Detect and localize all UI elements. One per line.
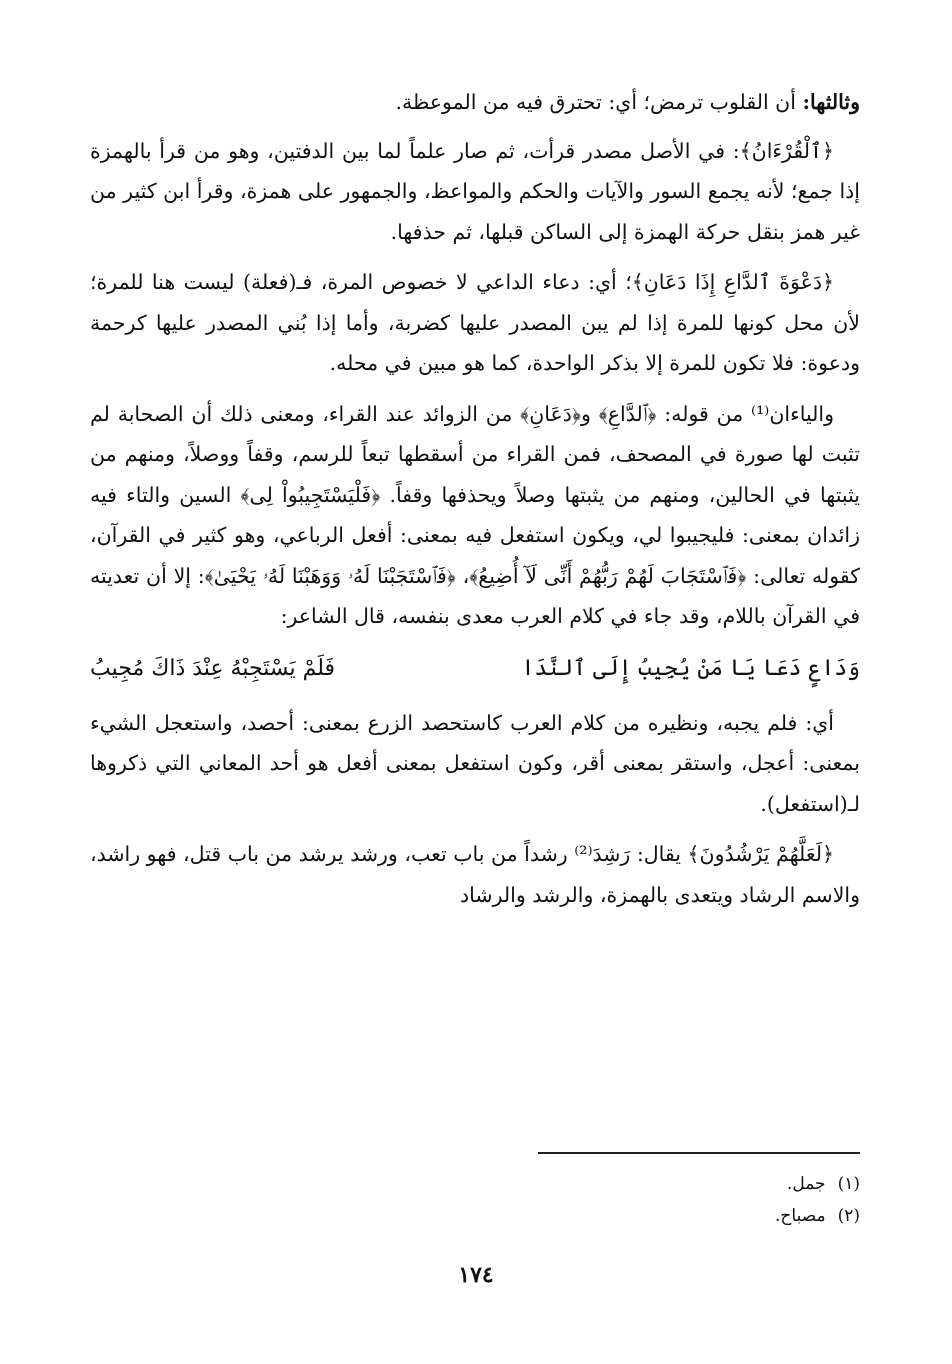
paragraph-5: أي: فلم يجبه، ونظيره من كلام العرب كاستحصد الزرع بمعنى: أحصد، واستعجل الشيء بمعنى: أعجل، واستقر بمعنى أقر، وكون استفعل بمعنى أفعل هو أحد المعاني التي ذكروها لـ(استفعل).	[90, 710, 860, 816]
footnote-divider	[538, 1152, 860, 1154]
paragraph-1	[90, 82, 860, 123]
footnote-item	[460, 1200, 860, 1232]
footnote-text: جمل.	[786, 1174, 826, 1194]
main-text	[90, 82, 860, 925]
poetry-verse	[90, 647, 860, 691]
paragraph-2: ﴿ٱلْقُرْءَانُ﴾: في الأصل مصدر قرأت، ثم صار علماً لما بين الدفتين، وهو من قرأ بالهمزة إذا جمع؛ لأنه يجمع السور والآيات والحكم والمواعظ، والجمهور على همزة، وقرأ ابن كثير من غير همز بنقل حركة الهمزة إلى الساكن قبلها، ثم حذفها.	[90, 138, 860, 244]
paragraph-4: والياءان⁽¹⁾ من قوله: ﴿ٱلدَّاعِ﴾ و﴿دَعَانِ﴾ من الزوائد عند القراء، ومعنى ذلك أن الصحابة لم تثبت لها صورة في المصحف، فمن القراء من أسقطها تبعاً للرسم، وقفاً ووصلاً، ومنهم من يثبتها في الحالين، ومنهم من يثبتها وصلاً ويحذفها وقفاً. ﴿فَلْيَسْتَجِيبُواْ لِى﴾ السين والتاء فيه زائدان بمعنى: فليجيبوا لي، ويكون استفعل فيه بمعنى: أفعل الرباعي، وهو كثير في القرآن، كقوله تعالى: ﴿فَٱسْتَجَابَ لَهُمْ رَبُّهُمْ أَنِّى لَآ أُضِيعُ﴾، ﴿فَٱسْتَجَبْنَا لَهُۥ وَوَهَبْنَا لَهُۥ يَحْيَىٰ﴾: إلا أن تعديته في القرآن باللام، وقد جاء في كلام العرب معدى بنفسه، قال الشاعر:	[90, 401, 860, 628]
paragraph-3: ﴿دَعْوَةَ ٱلدَّاعِ إِذَا دَعَانِ﴾؛ أي: دعاء الداعي لا خصوص المرة، فـ(فعلة) ليست هنا للمرة؛ لأن محل كونها للمرة إذا لم يبن المصدر عليها كضربة، وأما إذا بُني المصدر عليها كرحمة ودعوة: فلا تكون للمرة إلا بذكر الواحدة، كما هو مبين في محله.	[90, 270, 860, 375]
footnotes	[460, 1168, 860, 1232]
verse-first-hemistich: وَدَاعٍ دَعَا يَا مَنْ يُجِيبُ إِلَى ٱلنَّدَا	[521, 655, 860, 681]
page-number: ١٧٤	[458, 1262, 494, 1288]
paragraph-6: ﴿لَعَلَّهُمْ يَرْشُدُونَ﴾ يقال: رَشِدَ⁽²⁾ رشداً من باب تعب، ورشد يرشد من باب قتل، فهو راشد، والاسم الرشاد ويتعدى بالهمزة، والرشد والرشاد	[90, 842, 860, 907]
footnote-number: (١)	[837, 1174, 860, 1194]
footnote-item	[460, 1168, 860, 1200]
footnote-number: (٢)	[837, 1206, 860, 1226]
footnote-text: مصباح.	[775, 1206, 826, 1226]
paragraph-lead: وثالثها:	[802, 90, 860, 114]
verse-second-hemistich: فَلَمْ يَسْتَجِبْهُ عِنْدَ ذَاكَ مُجِيبُ	[90, 655, 336, 681]
paragraph-text: أن القلوب ترمض؛ أي: تحترق فيه من الموعظة.	[395, 90, 803, 114]
